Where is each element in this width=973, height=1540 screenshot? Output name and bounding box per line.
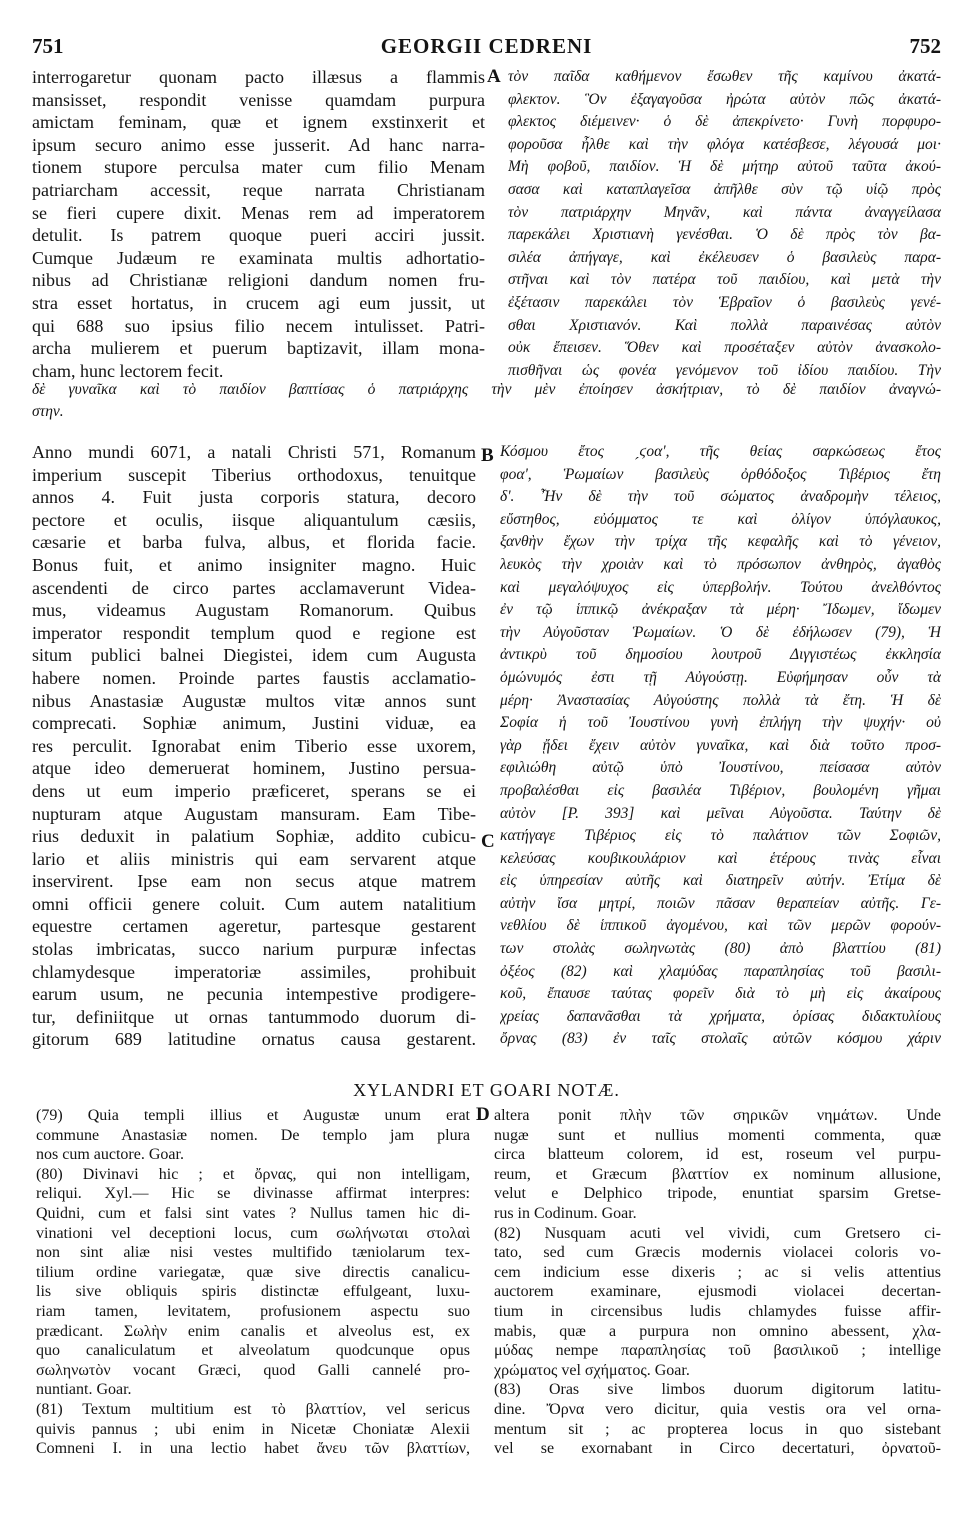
text-line: mabis, quæ a purpura non omnino abessent, χλα-: [494, 1322, 941, 1340]
greek-spanning-line-2: στην.: [32, 403, 64, 420]
text-line: (81) Textum multitium est τὸ βλαττίον, vel sericus: [36, 1400, 470, 1418]
text-line: λευκὸς τὴν χροιὰν καὶ τὸ πρόσωπον ἀνθηρὸς, ἀγαθὸς: [500, 555, 941, 573]
text-line: pectore et oculis, iisque aliquantulum cæsiis,: [32, 509, 476, 530]
text-line: κοῦ, ἔπαυσε ταύτας φορεῖν διὰ τὸ μὴ εἰς ἀκαίρους: [500, 985, 941, 1003]
text-line: reum, et Græcum βλαττίον ex nominum allusione,: [494, 1165, 941, 1183]
text-line: commune Anastasiæ nomen. De templo jam plura: [36, 1126, 470, 1144]
text-line: imperium suscepit Tiberius orthodoxus, tenuitque: [32, 464, 476, 485]
text-line: riam tamen, levitatem, profusionem aspectu suo: [36, 1302, 470, 1320]
text-line: σιλέα ἀπήγαγε, καὶ ἐκέλευσεν ὁ βασιλεὺς παρα-: [508, 248, 941, 266]
text-line: εἰς ὑπηρεσίαν αὐτῆς καὶ διατηρεῖν αὐτήν. Ἐτίμα δὲ: [500, 872, 941, 890]
greek-column-section-b: [500, 441, 941, 1051]
text-line: patriarcham accessit, reque narrata Christianam: [32, 179, 485, 200]
text-line: stra esset hortatus, in crucem agi eum jussit, ut: [32, 292, 485, 313]
text-line: σασα καὶ καταπλαγεῖσα ἀπῆλθε σὺν τῷ υἱῷ πρὸς: [508, 180, 941, 198]
text-line: τὸν πατριάρχην Μηνᾶν, καὶ πάντα ἀναγγείλασα: [508, 203, 941, 221]
text-line: reliqui. Xyl.— Hic se divinasse affirmat interpres:: [36, 1185, 470, 1203]
text-line: rius deduxit in palatium Sophiæ, addito cubicu-: [32, 826, 476, 847]
text-line: ἐξέτασιν παρεκάλει τὸν Ἑβραῖον ὁ βασιλεὺς γενέ-: [508, 293, 941, 311]
text-line: detulit. Is patrem quoque pueri acciri jussit.: [32, 225, 485, 246]
text-line: (80) Divinavi hic ; et ὄρνας, qui non intelligam,: [36, 1165, 470, 1183]
text-line: Quidni, cum et falsi sint vates ? Nullus tamen hic di-: [36, 1204, 470, 1222]
section-marker-a: A: [487, 66, 501, 87]
text-line: φοα', Ῥωμαίων βασιλεὺς ὀρθόδοξος Τιβέριος ἔτη: [500, 465, 941, 483]
text-line: κατήγαγε Τιβέριος εἰς τὸ παλάτιον τῶν Σοφιῶν,: [500, 827, 941, 845]
notes-right-column: [494, 1106, 941, 1459]
text-line: auctorem examinare, ejusmodi violacei decertan-: [494, 1283, 941, 1301]
text-line: tur, definiitque ut ornas tantummodo duorum di-: [32, 1006, 476, 1027]
text-line: tato, sed cum Græcis modernis violacei coloris vo-: [494, 1244, 941, 1262]
text-line: res perculit. Ignorabat enim Tiberio esse uxorem,: [32, 735, 476, 756]
text-line: cem indicium esse dixeris ; ac si velis attentius: [494, 1263, 941, 1281]
text-line: τὴν Αὐγοῦσταν Ῥωμαίων. Ὁ δὲ ἐδήλωσεν (79), Ἡ: [500, 623, 941, 641]
text-line: non sint aliæ nisi vestes multifido tæniolarum tex-: [36, 1244, 470, 1262]
text-line: chlamydesque imperatoriæ assimiles, prohibuit: [32, 961, 476, 982]
text-line: χρείας δαπανᾶσθαι τὰ χρήματα, ὁρίσας διδακτυλίους: [500, 1007, 941, 1025]
text-line: gitorum 689 latitudine ornatus causa gestarent.: [32, 1029, 476, 1050]
text-line: των στολὰς σωληνωτὰς (80) ἀπὸ βλαττίου (81): [500, 940, 941, 958]
text-line: cæsarie et barba fulva, albus, et florida facie.: [32, 532, 476, 553]
text-line: τὸν παῖδα καθήμενον ἔσωθεν τῆς καμίνου ἀκατά-: [508, 68, 941, 85]
text-line: annos 4. Fuit justa corporis statura, decoro: [32, 487, 476, 508]
text-line: lis sive obliquis spiris distinctæ effulgeant, luxu-: [36, 1283, 470, 1301]
text-line: δ'. Ἦν δὲ τὴν τοῦ σώματος ἀναδρομὴν τέλειος,: [500, 488, 941, 506]
text-line: amictam feminam, quæ et ignem exstinxerit et: [32, 112, 485, 133]
section-marker-c: C: [481, 831, 495, 852]
text-line: χρώματος vel σχήματος. Goar.: [494, 1361, 690, 1379]
text-line: κελεύσας κουβικουλάριον καὶ ἑτέρους τινὰς εἶναι: [500, 849, 941, 867]
text-line: qui 688 suo ipsius filio necem intulisset. Patri-: [32, 315, 485, 336]
text-line: Anno mundi 6071, a natali Christi 571, Romanum: [32, 442, 476, 462]
text-line: ὀξέος (82) καὶ χλαμύδας παραπλησίας τοῦ βασιλι-: [500, 962, 941, 980]
text-line: mentum sit ; ac propterea locus in quo sistebant: [494, 1420, 941, 1438]
text-line: se fieri cupere dixit. Menas rem ad imperatorem: [32, 202, 485, 223]
text-line: μέρη· Ἀναστασίας Αὐγούστης πολλὰ τὰ ἔτη. Ἡ δὲ: [500, 691, 941, 709]
text-line: ξανθὴν ἔχων τὴν τρίχα τῆς κεφαλῆς καὶ τὸ γένειον,: [500, 533, 941, 551]
text-line: Μὴ φοβοῦ, παιδίον. Ἡ δὲ μήτηρ αὐτοῦ ταῦτα ἀκού-: [508, 158, 941, 176]
text-line: prædicant. Σωλὴν enim canalis et alveolus est, ex: [36, 1322, 470, 1340]
text-line: rus in Codinum. Goar.: [494, 1204, 637, 1222]
text-line: quivis pannus ; ubi enim in Nicetæ Choniatæ Alexii: [36, 1420, 470, 1438]
text-line: Κόσμου ἔτος ˏϛοα', τῆς θείας σαρκώσεως ἔτος: [500, 443, 941, 460]
text-line: (79) Quia templi illius et Augustæ unum erat: [36, 1107, 470, 1124]
text-line: σωληνωτὸν vocant Græci, quod Galli cannelé pro-: [36, 1361, 470, 1379]
section-marker-d: D: [476, 1104, 490, 1125]
text-line: στῆναι καὶ τὸν πατέρα τοῦ παιδίου, καὶ μετὰ τὴν: [508, 271, 941, 289]
notes-left-column: [36, 1106, 470, 1459]
text-line: εὔστηθος, εὐόμματος τε καὶ ὀλίγον ὑπόγλαυκος,: [500, 510, 941, 528]
text-line: nos cum auctore. Goar.: [36, 1146, 184, 1164]
greek-spanning-line-1: δὲ γυναῖκα καὶ τὸ παιδίον βαπτίσας ὁ πατριάρχης τὴν μὲν ἐποίησεν ἀσκήτριαν, τὸ δὲ παιδίον ἀναγνώ-: [32, 381, 941, 398]
text-line: nibus Anastasiæ Augustæ multos vitæ annos sunt: [32, 690, 476, 711]
page-number-right: 752: [909, 34, 941, 58]
text-line: παρεκάλει Χριστιανὴ γενέσθαι. Ὁ δὲ πρὸς τὸν βα-: [508, 226, 941, 244]
text-line: Bonus fuit, et animo insigniter magno. Huic: [32, 554, 476, 575]
text-line: φλεκτος διέμεινεν· ὁ δὲ ἀπεκρίνετο· Γυνὴ πορφυρο-: [508, 113, 941, 131]
text-line: atque ideo demeruerat hominem, Justino persua-: [32, 758, 476, 779]
text-line: ὁμώνυμός ἐστι τῇ Αὐγούστῃ. Εὐφήμησαν οὖν τὰ: [500, 668, 941, 686]
text-line: omni officii genere coluit. Cum autem natalitium: [32, 893, 476, 914]
text-line: εφιλιώθη αὐτῷ ὑπὸ Ἰουστίνου, πείσασα αὐτὸν: [500, 759, 941, 777]
text-line: tilium ordine variegatæ, quæ sive directis canalicu-: [36, 1263, 470, 1281]
text-line: Comneni I. in una lectio habet ἄνευ τῶν βλαττίων,: [36, 1440, 470, 1458]
text-line: nupturam atque Augustam mansuram. Eam Tibe-: [32, 803, 476, 824]
section-marker-b: B: [481, 445, 494, 466]
text-line: Cumque Judæum re examinata multis adhortatio-: [32, 247, 485, 268]
text-line: οὐκ ἔπεισεν. Ὅθεν καὶ προσέταξεν αὐτὸν ἀνασκολο-: [508, 339, 941, 357]
running-title: GEORGII CEDRENI: [380, 34, 593, 58]
text-line: quo canaliculatum et alveolatum quodcunque opus: [36, 1342, 470, 1360]
text-line: nibus ad Christianæ religioni dandum nomen fru-: [32, 270, 485, 291]
text-line: αὐτὴν ἴσα μητρί, ποιῶν πᾶσαν θεραπείαν αὐτῆς. Γε-: [500, 894, 941, 912]
text-line: circa blatteum colorem, id est, roseum vel purpu-: [494, 1146, 941, 1164]
text-line: ὄρνας (83) ἐν ταῖς στολαῖς αὐτῶν κόσμου χάριν: [500, 1030, 941, 1048]
text-line: situm publici balnei Diegistei, idem cum Augusta: [32, 645, 476, 666]
text-line: Σοφία ἡ τοῦ Ἰουστίνου γυνὴ ἐπλήγη τὴν ψυχήν· οὐ: [500, 714, 941, 732]
text-line: cham, hunc lectorem fecit.: [32, 360, 224, 381]
text-line: nugæ sunt et nullius momenti commenta, quæ: [494, 1126, 941, 1144]
text-line: lario et aliis ministris qui eam servarent atque: [32, 848, 476, 869]
text-line: habere nomen. Proinde partes faustis acclamatio-: [32, 667, 476, 688]
text-line: ἀντικρὺ τοῦ δημοσίου λουτροῦ Διγγιστέως ἐκκλησία: [500, 646, 941, 664]
notes-heading: XYLANDRI ET GOARI NOTÆ.: [353, 1080, 620, 1100]
text-line: mus, videamus Augustam Romanorum. Quibus: [32, 600, 476, 621]
text-line: προβαλέσθαι εἰς βασιλέα Τιβέριον, βουλομένη γῆμαι: [500, 781, 941, 799]
text-line: inservirent. Ipse eam non secus atque matrem: [32, 871, 476, 892]
text-line: γὰρ ᾔδει ἔχειν αὐτὸν γυναῖκα, καὶ διὰ τοῦτο προσ-: [500, 736, 941, 754]
text-line: altera ponit πλὴν τῶν σηρικῶν νημάτων. Unde: [494, 1107, 941, 1124]
text-line: ascendenti de circo partes acclamaverunt Videa-: [32, 577, 476, 598]
text-line: πισθῆναι ὡς φονέα γενόμενον τοῦ ἰδίου παιδίου. Τὴν: [508, 361, 941, 379]
text-line: μύδας nempe παραπλησίας τοῦ βασιλικοῦ ; intellige: [494, 1342, 941, 1360]
running-header: [32, 34, 941, 62]
text-line: αὐτὸν [P. 393] καὶ μεῖναι Αὐγοῦστα. Ταύτην δὲ: [500, 804, 941, 822]
text-line: equestre certamen ageretur, partesque gestarent: [32, 916, 476, 937]
latin-column-section-b: [32, 441, 476, 1051]
text-line: νεθλίου δὲ ἱππικοῦ ἀγομένου, καὶ τῶν μερῶν φορούν-: [500, 917, 941, 935]
text-line: vel se exornabant in Circo decertaturi, ὀρνατοῦ-: [494, 1440, 941, 1458]
text-line: velut e Delphico tripode, enuntiat sparsim Gretse-: [494, 1185, 941, 1203]
text-line: φοροῦσα ἦλθε καὶ τὴν φλόγα κατέσβεσε, λέγουσά μοι·: [508, 135, 941, 153]
text-line: tionem stupore perculsa mater cum filio Menam: [32, 157, 485, 178]
text-line: comprecati. Sophiæ animum, Justini viduæ, ea: [32, 713, 476, 734]
text-line: imperator respondit templum quod e regione est: [32, 622, 476, 643]
text-line: (83) Oras sive limbos duorum digitorum latitu-: [494, 1381, 941, 1399]
text-line: mansisset, respondit venisse quamdam purpura: [32, 89, 485, 110]
text-line: ipsum securo animo esse jusserit. Ad hanc narra-: [32, 134, 485, 155]
text-line: nuntiant. Goar.: [36, 1381, 132, 1399]
text-line: stolas imbricatas, succo narium purpuræ infectas: [32, 939, 476, 960]
text-line: φλεκτον. Ὃν ἐξαγαγοῦσα ἠρώτα αὐτὸν πῶς ἀκατά-: [508, 90, 941, 108]
text-line: vinationi vel deceptioni locus, cum σωλήνωται στολαὶ: [36, 1224, 470, 1242]
text-line: ἐν τῷ ἱππικῷ ἀνέκραξαν τὰ μέρη· Ἴδωμεν, ἴδωμεν: [500, 601, 941, 619]
text-line: earum usum, ne pecunia intempestive prodigere-: [32, 984, 476, 1005]
text-line: (82) Nusquam acuti vel vividi, cum Gretsero ci-: [494, 1224, 941, 1242]
latin-column-section-a: [32, 66, 485, 382]
text-line: dine. Ὄρνα vero dicitur, quia vestis ora vel orna-: [494, 1400, 941, 1418]
text-line: καὶ μεγαλόψυχος εἰς ὑπερβολήν. Τούτου ἀνελθόντος: [500, 578, 941, 596]
greek-column-section-a: [508, 66, 941, 382]
text-line: interrogaretur quonam pacto illæsus a flammis: [32, 67, 485, 87]
page-number-left: 751: [32, 34, 64, 58]
text-line: dens ut eum imperio præficeret, sperans se ei: [32, 780, 476, 801]
text-line: σθαι Χριστιανόν. Καὶ πολλὰ παραινέσας αὐτὸν: [508, 316, 941, 334]
text-line: tium in circensibus ludis chlamydes fuisse affir-: [494, 1302, 941, 1320]
text-line: archa mulierem et puerum baptizavit, illam mona-: [32, 338, 485, 359]
